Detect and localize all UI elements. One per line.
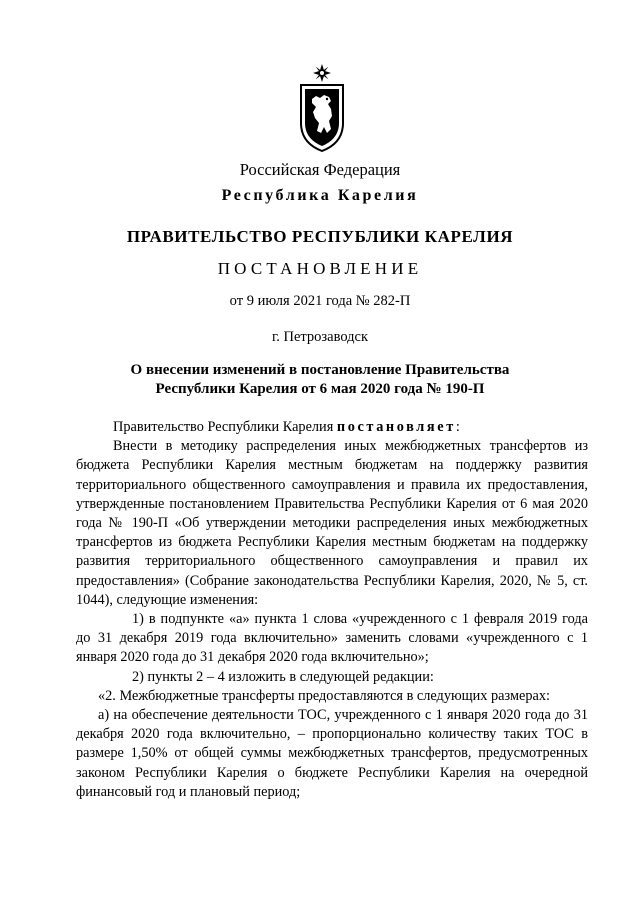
subpoint-a: а) на обеспечение деятельности ТОС, учрежденного с 1 января 2020 года до 31 декабря 2020 года включительно, – пропорционально количеству таких ТОС в размере 1,50% от общей суммы межбюджетных трансфертов, предусмотренных законом Республики Карелия о бюджете Республики Карелия на очередной финансовый год и плановый период; <box>76 707 588 800</box>
document-type: ПОСТАНОВЛЕНИЕ <box>217 259 423 278</box>
preamble-verb: постановляет <box>336 419 456 435</box>
preamble-text: Правительство Республики Карелия <box>113 419 337 435</box>
document-date-number: от 9 июля 2021 года № 282-П <box>229 293 411 309</box>
amendment-item-2: 2) пункты 2 – 4 изложить в следующей редакции: <box>132 668 434 685</box>
government-title: ПРАВИТЕЛЬСТВО РЕСПУБЛИКИ КАРЕЛИЯ <box>126 227 514 246</box>
preamble <box>76 418 588 437</box>
amendment-item-1: 1) в подпункте «а» пункта 1 слова «учрежденного с 1 февраля 2019 года до 31 декабря 2019 года включительно» заменить словами «учрежденного с 1 января 2020 года до 31 декабря 2020 года включительно»; <box>76 611 588 666</box>
subject-line-1: О внесении изменений в постановление Правительства <box>130 362 510 378</box>
karelia-coat-of-arms-icon <box>298 63 346 153</box>
quoted-point-2: «2. Межбюджетные трансферты предоставляются в следующих размерах: <box>98 687 550 704</box>
country-name: Российская Федерация <box>239 160 401 179</box>
republic-name: Республика Карелия <box>221 187 419 204</box>
subject-line-2: Республики Карелия от 6 мая 2020 года № 190-П <box>155 381 485 397</box>
preamble-tail: : <box>455 419 460 435</box>
intro-paragraph: Внести в методику распределения иных межбюджетных трансфертов из бюджета Республики Карелия местным бюджетам на поддержку развития территориального общественного самоуправления и правила их предоставления, утвержденные постановлением Правительства Республики Карелия от 6 мая 2020 года № 190-П «Об утверждении методики распределения иных межбюджетных трансфертов из бюджета Республики Карелия местным бюджетам на поддержку развития территориального общественного самоуправления и правил их предоставления» (Собрание законодательства Республики Карелия, 2020, № 5, ст. 1044), следующие изменения: <box>76 438 588 608</box>
document-city: г. Петрозаводск <box>271 329 369 345</box>
document-body <box>76 418 588 802</box>
